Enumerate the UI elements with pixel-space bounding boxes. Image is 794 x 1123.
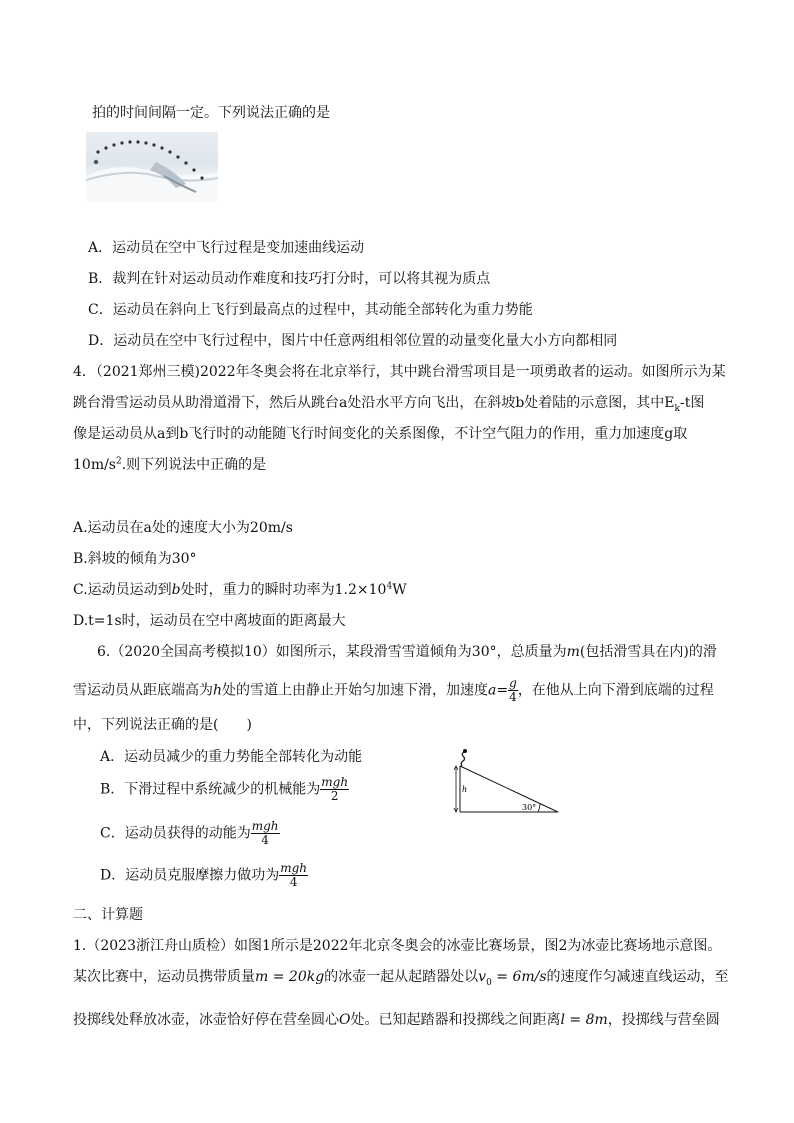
q3-option-d: D．运动员在空中飞行过程中，图片中任意两组相邻位置的动量变化量大小方向都相同	[88, 333, 618, 349]
q6-line-1: 6.（2020全国高考模拟10）如图所示，某段滑雪雪道倾角为30°，总质量为m(包括滑雪具在内)的滑	[97, 644, 717, 660]
ski-jump-photo	[86, 132, 218, 202]
ski-jump-photo-drawing	[86, 132, 218, 202]
q4-option-d: D.t=1s时，运动员在空中离坡面的距离最大	[73, 613, 346, 629]
option-d-fraction: $\frac{\text{mgh}}{4}$	[280, 861, 308, 889]
q4-line-4: $10m/s^2$.则下列说法中正确的是	[73, 456, 267, 473]
q6-option-c: C．运动员获得的动能为 $\frac{\text{mgh}}{4}$	[100, 819, 279, 847]
q4-line-3: 像是运动员从a到b飞行时的动能随飞行时间变化的关系图像，不计空气阻力的作用，重力加速度g取	[73, 426, 688, 442]
q6-option-d: D．运动员克服摩擦力做功为 $\frac{\text{mgh}}{4}$	[100, 861, 308, 889]
q4-option-b: B.斜坡的倾角为30°	[73, 551, 197, 567]
q6-option-a: A．运动员减少的重力势能全部转化为动能	[100, 749, 363, 765]
q3-option-c: C．运动员在斜向上飞行到最高点的过程中，其动能全部转化为重力势能	[88, 302, 533, 318]
q3-option-a: A．运动员在空中飞行过程是变加速曲线运动	[88, 240, 365, 256]
skier-icon	[461, 752, 464, 766]
acceleration-fraction: $\frac{g}{4}$	[509, 676, 517, 704]
q6-option-b: B．下滑过程中系统减少的机械能为 $\frac{\text{mgh}}{2}$	[100, 775, 349, 803]
angle-label: 30°	[522, 803, 537, 812]
q3-option-b: B．裁判在针对运动员动作难度和技巧打分时，可以将其视为质点	[88, 271, 491, 287]
q4-line-1: 4．（2021郑州三模)2022年冬奥会将在北京举行，其中跳台滑雪项目是一项勇敢者的运动。如图所示为某	[73, 364, 726, 380]
q6-line-2: 雪运动员从距底端高为h处的雪道上由静止开始匀加速下滑，加速度a= $\frac{g}{4}$ ，在他从上向下滑到底端的过程	[73, 676, 714, 704]
q4-option-a: A.运动员在a处的速度大小为20m/s	[73, 520, 293, 536]
calc-q1-line-2: 某次比赛中，运动员携带质量m = 20kg的冰壶一起从起踏器处以$v_0 = 6m/s$的速度作匀减速直线运动，至	[73, 969, 729, 988]
slope-diagram	[452, 748, 562, 816]
option-c-fraction: $\frac{\text{mgh}}{4}$	[251, 819, 279, 847]
calc-q1-line-1: 1.（2023浙江舟山质检）如图1所示是2022年北京冬奥会的冰壶比赛场景，图2为冰壶比赛场地示意图。	[73, 938, 722, 954]
q4-option-c: C.运动员运动到b处时，重力的瞬时功率为$1.2\times 10^4W$	[73, 581, 407, 598]
q3-stem-tail: 拍的时间间隔一定。下列说法正确的是	[92, 105, 330, 121]
option-b-fraction: $\frac{\text{mgh}}{2}$	[321, 775, 349, 803]
height-label: h	[462, 785, 468, 794]
section-title: 二、计算题	[73, 907, 143, 923]
calc-q1-line-3: 投掷线处释放冰壶，冰壶恰好停在营垒圆心O处。已知起踏器和投掷线之间距离l = 8m，投掷线与营垒圆	[73, 1012, 720, 1028]
q4-line-2: 跳台滑雪运动员从助滑道滑下，然后从跳台a处沿水平方向飞出，在斜坡b处着陆的示意图，其中$E_k-t$图	[73, 395, 705, 414]
q6-line-3: 中，下列说法正确的是( )	[73, 717, 252, 733]
